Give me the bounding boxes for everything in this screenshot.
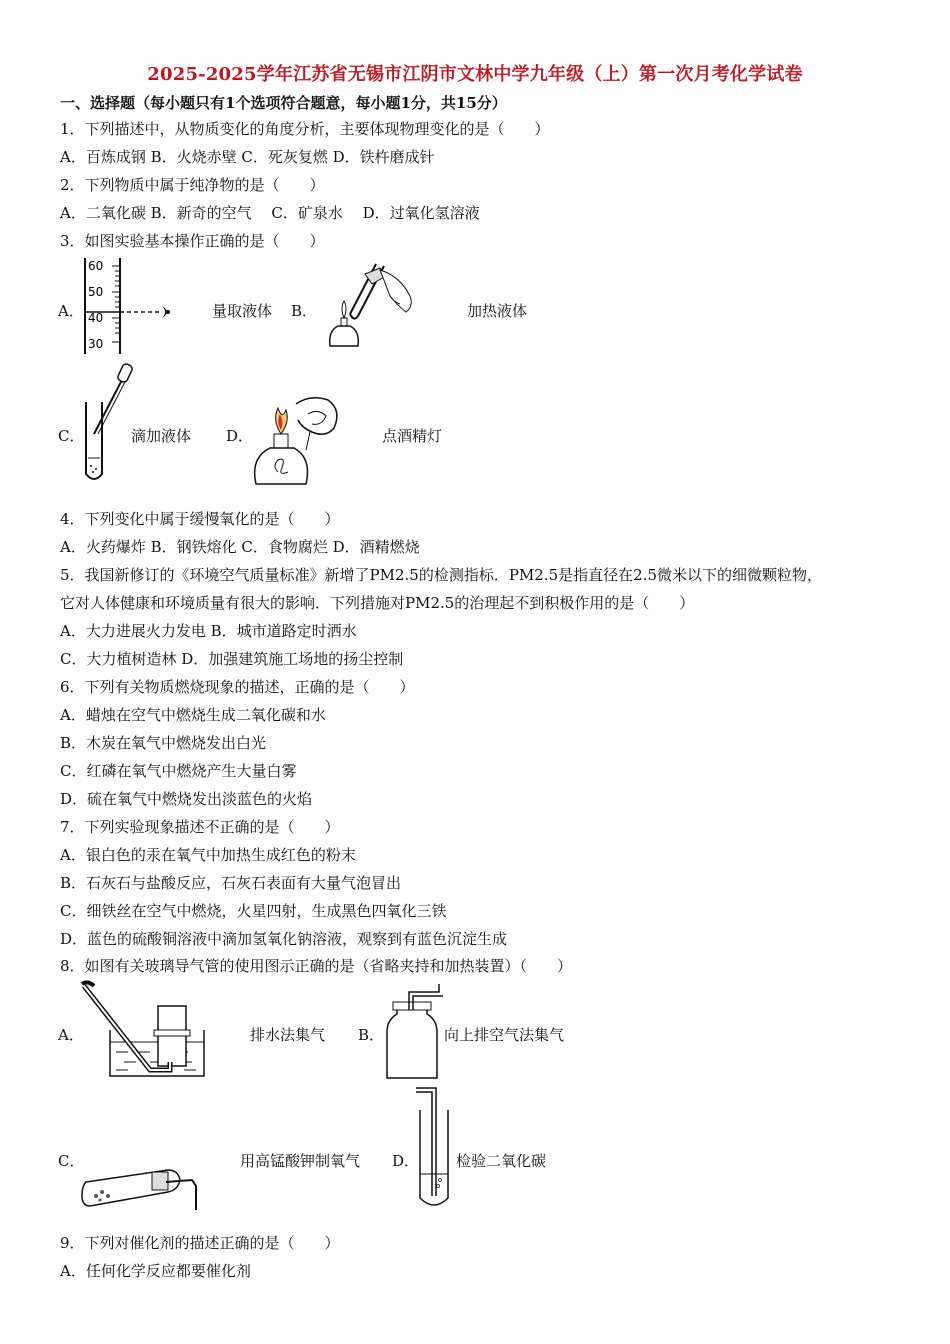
cylinder-tick-40: 40 (88, 311, 104, 325)
question-2-options: A．二氧化碳 B．新奇的空气 C．矿泉水 D．过氧化氢溶液 (60, 204, 480, 222)
question-7-option-b: B．石灰石与盐酸反应，石灰石表面有大量气泡冒出 (60, 874, 402, 892)
question-3-option-b-letter: B． (291, 302, 318, 320)
question-9-stem: 9．下列对催化剂的描述正确的是（ ） (60, 1234, 340, 1252)
question-5-stem-line1: 5．我国新修订的《环境空气质量标准》新增了PM2.5的检测指标．PM2.5是指直径在2.5微米以下的细微颗粒物， (60, 566, 823, 584)
section-heading: 一、选择题（每小题只有1个选项符合题意，每小题1分，共15分） (60, 94, 507, 112)
question-9-option-a: A．任何化学反应都要催化剂 (60, 1262, 251, 1280)
question-3-option-a-text: 量取液体 (212, 302, 273, 320)
question-3-option-b-text: 加热液体 (467, 302, 528, 320)
question-8-stem: 8．如图有关玻璃导气管的使用图示正确的是（省略夹持和加热装置）（ ） (60, 957, 573, 975)
question-4-stem: 4．下列变化中属于缓慢氧化的是（ ） (60, 510, 340, 528)
question-8-option-b-letter: B． (358, 1026, 385, 1044)
question-8-option-c-text: 用高锰酸钾制氧气 (240, 1152, 361, 1170)
question-8-option-d-text: 检验二氧化碳 (456, 1152, 547, 1170)
question-7-stem: 7．下列实验现象描述不正确的是（ ） (60, 818, 340, 836)
question-3-option-d-text: 点酒精灯 (382, 427, 443, 445)
question-1-options: A．百炼成钢 B．火烧赤壁 C．死灰复燃 D．铁杵磨成针 (60, 148, 435, 166)
question-5-options-line1: A．大力进展火力发电 B．城市道路定时洒水 (60, 622, 357, 640)
question-8-option-d-letter: D． (392, 1152, 420, 1170)
question-8-option-b-text: 向上排空气法集气 (444, 1026, 565, 1044)
question-2-stem: 2．下列物质中属于纯净物的是（ ） (60, 176, 325, 194)
cylinder-tick-30: 30 (88, 337, 104, 351)
question-4-options: A．火药爆炸 B．钢铁熔化 C．食物腐烂 D．酒精燃烧 (60, 538, 420, 556)
potassium-permanganate-figure (80, 1140, 204, 1212)
question-5-options-line2: C．大力植树造林 D．加强建筑施工场地的扬尘控制 (60, 650, 404, 668)
question-6-option-a: A．蜡烛在空气中燃烧生成二氧化碳和水 (60, 706, 326, 724)
question-3-option-c-letter: C． (58, 427, 85, 445)
question-3-option-c-text: 滴加液体 (131, 427, 192, 445)
cylinder-tick-60: 60 (88, 259, 104, 273)
question-6-option-d: D．硫在氧气中燃烧发出淡蓝色的火焰 (60, 790, 313, 808)
graduated-cylinder-figure (80, 256, 190, 356)
heating-liquid-figure (310, 256, 422, 356)
question-8-option-c-letter: C． (58, 1152, 85, 1170)
question-6-stem: 6．下列有关物质燃烧现象的描述，正确的是（ ） (60, 678, 415, 696)
question-1-stem: 1．下列描述中，从物质变化的角度分析，主要体现物理变化的是（ ） (60, 120, 550, 138)
question-7-option-c: C．细铁丝在空气中燃烧，火星四射，生成黑色四氧化三铁 (60, 902, 447, 920)
question-6-option-c: C．红磷在氧气中燃烧产生大量白雾 (60, 762, 297, 780)
question-3-stem: 3．如图实验基本操作正确的是（ ） (60, 232, 325, 250)
question-6-option-b: B．木炭在氧气中燃烧发出白光 (60, 734, 267, 752)
dropper-figure (80, 362, 140, 486)
water-displacement-figure (80, 980, 212, 1084)
question-3-option-a-letter: A． (58, 302, 84, 320)
question-7-option-a: A．银白色的汞在氧气中加热生成红色的粉末 (60, 846, 356, 864)
page-title: 2025-2025学年江苏省无锡市江阴市文林中学九年级（上）第一次月考化学试卷 (147, 64, 803, 85)
question-8-option-a-text: 排水法集气 (250, 1026, 326, 1044)
question-7-option-d: D．蓝色的硫酸铜溶液中滴加氢氧化钠溶液，观察到有蓝色沉淀生成 (60, 930, 508, 948)
question-8-option-a-letter: A． (58, 1026, 84, 1044)
upward-air-collection-figure (383, 980, 443, 1084)
question-3-option-d-letter: D． (226, 427, 254, 445)
test-co2-figure (414, 1086, 458, 1212)
question-5-stem-line2: 它对人体健康和环境质量有很大的影响．下列措施对PM2.5的治理起不到积极作用的是（ ） (60, 594, 695, 612)
alcohol-lamp-figure (248, 380, 348, 488)
cylinder-tick-50: 50 (88, 285, 104, 299)
